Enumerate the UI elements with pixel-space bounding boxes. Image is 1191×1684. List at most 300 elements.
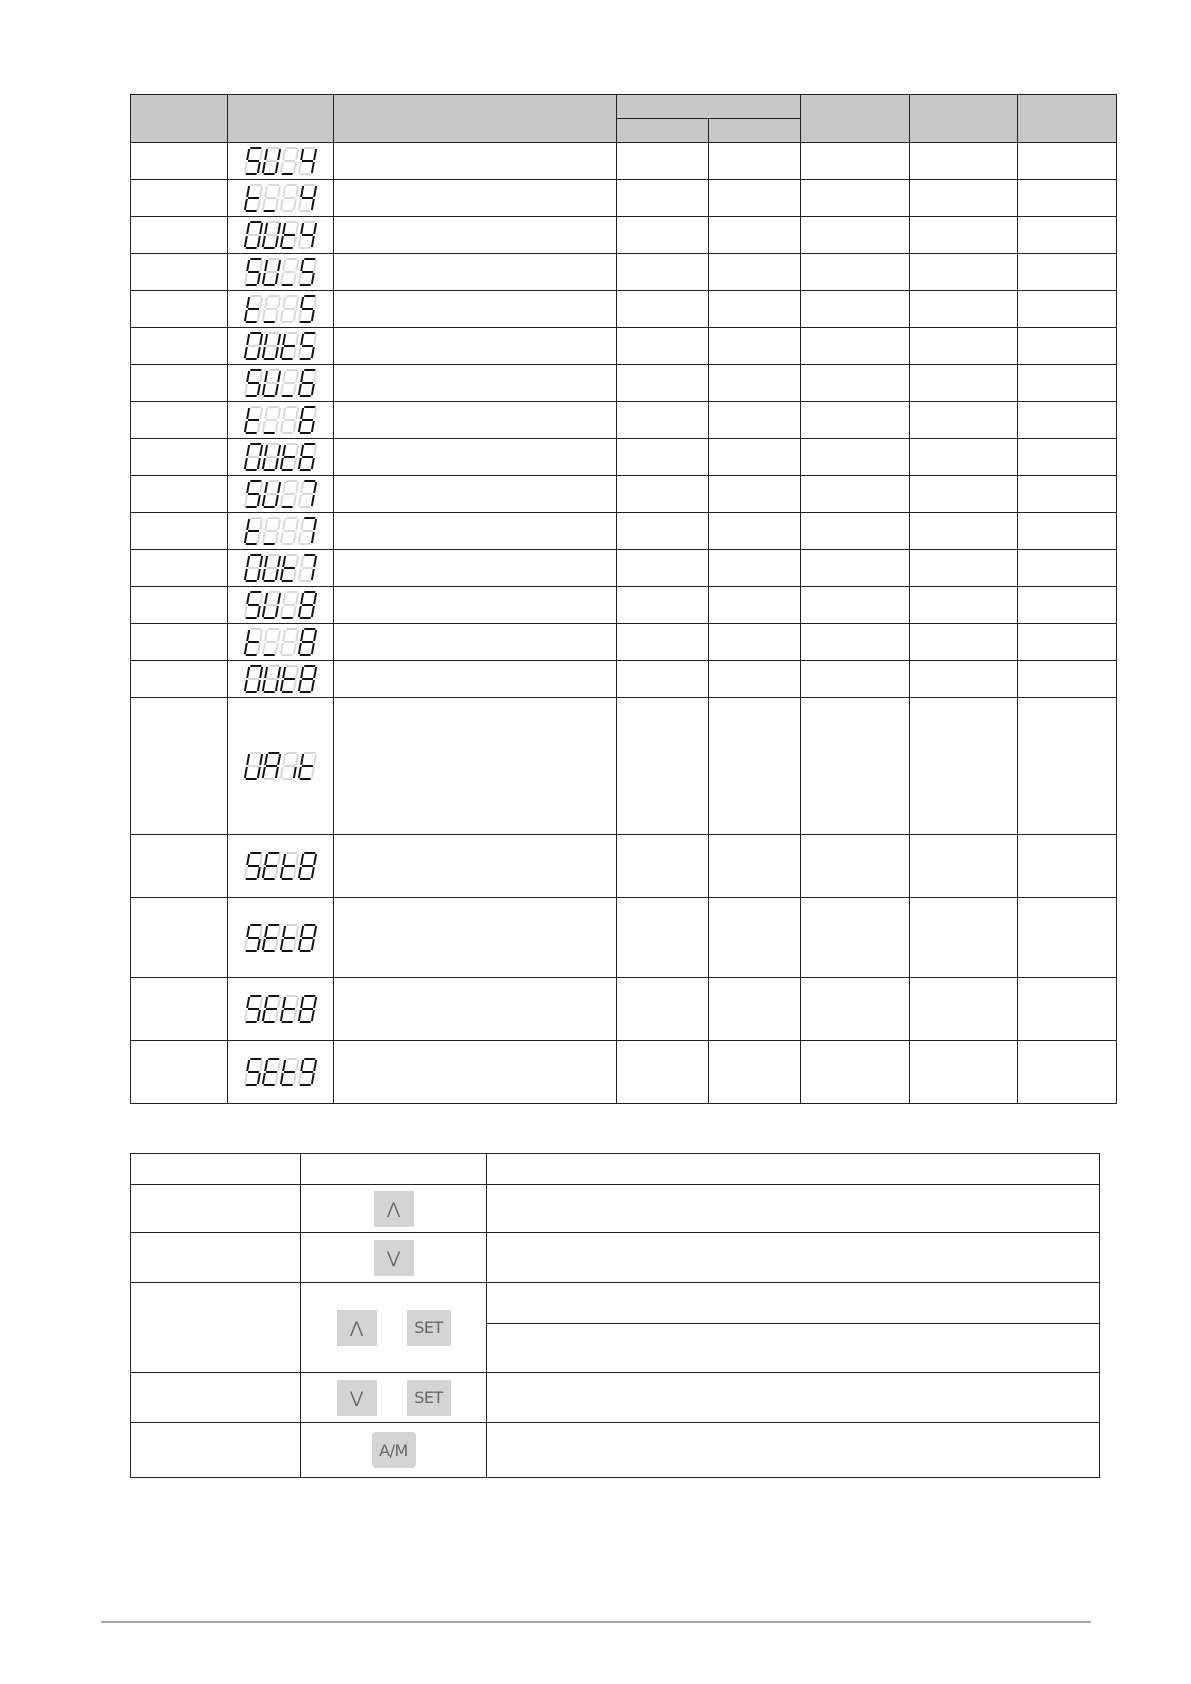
table-cell <box>617 661 709 698</box>
table-cell <box>1018 550 1117 587</box>
table-cell <box>617 898 709 978</box>
seven-segment-code <box>244 924 318 952</box>
segment-digit <box>298 369 318 397</box>
function-cell <box>131 1233 301 1283</box>
table-cell <box>910 143 1018 180</box>
table-cell <box>334 550 617 587</box>
segment-digit <box>280 480 300 508</box>
segment-digit <box>280 752 300 780</box>
table-cell <box>709 550 801 587</box>
parameter-code <box>228 476 334 513</box>
segment-digit <box>262 517 282 545</box>
table-cell <box>131 698 228 835</box>
table-cell <box>910 513 1018 550</box>
header-cell <box>301 1154 487 1185</box>
seven-segment-code <box>244 591 318 619</box>
segment-digit <box>262 443 282 471</box>
table-row <box>131 898 1117 978</box>
parameter-code <box>228 291 334 328</box>
table-cell <box>801 439 910 476</box>
table-row <box>131 661 1117 698</box>
table-row <box>131 978 1117 1041</box>
table-cell <box>334 254 617 291</box>
table-cell <box>801 898 910 978</box>
segment-digit <box>298 443 318 471</box>
table-cell <box>1018 143 1117 180</box>
segment-digit <box>244 147 264 175</box>
table-cell <box>910 698 1018 835</box>
table-cell <box>910 291 1018 328</box>
table-cell <box>1018 587 1117 624</box>
seven-segment-code <box>244 406 318 434</box>
seven-segment-code <box>244 995 318 1023</box>
subheader-cell <box>617 119 709 143</box>
key-cell <box>301 1373 487 1423</box>
segment-digit <box>298 332 318 360</box>
segment-digit <box>298 221 318 249</box>
seven-segment-code <box>244 184 318 212</box>
segment-digit <box>262 221 282 249</box>
segment-digit <box>262 258 282 286</box>
function-cell <box>131 1373 301 1423</box>
am-key[interactable]: A/M <box>372 1432 416 1468</box>
segment-digit <box>280 184 300 212</box>
table-cell <box>617 291 709 328</box>
set-key[interactable]: SET <box>407 1310 451 1346</box>
segment-digit <box>244 554 264 582</box>
seven-segment-code <box>244 295 318 323</box>
parameter-code <box>228 180 334 217</box>
table-row <box>131 513 1117 550</box>
parameter-code <box>228 402 334 439</box>
segment-digit <box>262 628 282 656</box>
table-cell <box>910 978 1018 1041</box>
table-cell <box>910 550 1018 587</box>
table-cell <box>801 402 910 439</box>
table-cell <box>709 180 801 217</box>
table-cell <box>910 365 1018 402</box>
subheader-cell <box>709 119 801 143</box>
table-cell <box>617 513 709 550</box>
segment-digit <box>244 406 264 434</box>
table-cell <box>131 365 228 402</box>
table-cell <box>1018 254 1117 291</box>
up-arrow-icon[interactable]: ⋀ <box>337 1310 377 1346</box>
key-cell <box>301 1283 487 1373</box>
table-cell <box>1018 476 1117 513</box>
segment-digit <box>280 332 300 360</box>
parameter-code <box>228 587 334 624</box>
table-row <box>131 439 1117 476</box>
segment-digit <box>262 147 282 175</box>
table-cell <box>131 328 228 365</box>
table-cell <box>709 835 801 898</box>
table-cell <box>334 1041 617 1104</box>
header-cell <box>228 95 334 143</box>
table-cell <box>709 661 801 698</box>
segment-digit <box>244 752 264 780</box>
table-cell <box>1018 978 1117 1041</box>
segment-digit <box>280 443 300 471</box>
table-row <box>131 476 1117 513</box>
table-row <box>131 180 1117 217</box>
table-cell <box>709 1041 801 1104</box>
table-cell <box>334 624 617 661</box>
table-cell <box>334 402 617 439</box>
segment-digit <box>244 995 264 1023</box>
segment-digit <box>298 628 318 656</box>
key-cell <box>301 1185 487 1233</box>
segment-digit <box>244 295 264 323</box>
segment-digit <box>244 480 264 508</box>
parameter-code <box>228 550 334 587</box>
table-cell <box>617 143 709 180</box>
table-cell <box>709 217 801 254</box>
segment-digit <box>298 1058 318 1086</box>
table-cell <box>334 365 617 402</box>
table-cell <box>617 254 709 291</box>
segment-digit <box>298 295 318 323</box>
segment-digit <box>298 554 318 582</box>
table-cell <box>801 365 910 402</box>
description-cell <box>487 1185 1100 1233</box>
table-cell <box>131 550 228 587</box>
table-cell <box>334 180 617 217</box>
table-cell <box>617 587 709 624</box>
parameter-code <box>228 365 334 402</box>
table-cell <box>617 402 709 439</box>
parameter-code <box>228 898 334 978</box>
table-cell <box>334 513 617 550</box>
table-cell <box>334 661 617 698</box>
segment-digit <box>298 184 318 212</box>
header-cell <box>334 95 617 143</box>
segment-digit <box>244 852 264 880</box>
parameter-code <box>228 698 334 835</box>
parameter-table <box>130 94 1117 1104</box>
parameter-code <box>228 439 334 476</box>
segment-digit <box>244 221 264 249</box>
table-cell <box>131 835 228 898</box>
header-cell <box>131 95 228 143</box>
segment-digit <box>298 480 318 508</box>
key-cell <box>301 1423 487 1478</box>
table-row <box>131 698 1117 835</box>
table-header-row <box>131 1154 1100 1185</box>
description-cell <box>487 1283 1100 1324</box>
parameter-code <box>228 217 334 254</box>
table-cell <box>1018 624 1117 661</box>
parameter-code <box>228 254 334 291</box>
table-cell <box>1018 291 1117 328</box>
table-cell <box>617 550 709 587</box>
segment-digit <box>298 258 318 286</box>
key-operation-table <box>130 1153 1100 1478</box>
table-header-row <box>131 95 1117 119</box>
table-cell <box>910 254 1018 291</box>
segment-digit <box>280 258 300 286</box>
segment-digit <box>280 221 300 249</box>
table-cell <box>1018 328 1117 365</box>
table-cell <box>801 217 910 254</box>
table-cell <box>1018 180 1117 217</box>
segment-digit <box>280 591 300 619</box>
seven-segment-code <box>244 517 318 545</box>
table-cell <box>801 587 910 624</box>
table-cell <box>801 1041 910 1104</box>
table-cell <box>131 254 228 291</box>
table-cell <box>709 439 801 476</box>
table-cell <box>910 180 1018 217</box>
table-cell <box>709 328 801 365</box>
table-cell <box>1018 835 1117 898</box>
segment-digit <box>262 406 282 434</box>
table-cell <box>910 328 1018 365</box>
seven-segment-code <box>244 752 318 780</box>
seven-segment-code <box>244 221 318 249</box>
table-cell <box>801 143 910 180</box>
segment-digit <box>280 406 300 434</box>
table-row <box>131 291 1117 328</box>
table-cell <box>709 402 801 439</box>
segment-digit <box>244 184 264 212</box>
table-row <box>131 550 1117 587</box>
table-cell <box>801 328 910 365</box>
table-cell <box>617 217 709 254</box>
table-row <box>131 217 1117 254</box>
description-cell <box>487 1233 1100 1283</box>
header-cell <box>487 1154 1100 1185</box>
table-cell <box>801 254 910 291</box>
table-cell <box>131 978 228 1041</box>
segment-digit <box>244 628 264 656</box>
seven-segment-code <box>244 852 318 880</box>
table-cell <box>910 624 1018 661</box>
table-cell <box>131 291 228 328</box>
table-cell <box>131 1041 228 1104</box>
seven-segment-code <box>244 1058 318 1086</box>
segment-digit <box>298 147 318 175</box>
table-cell <box>617 180 709 217</box>
segment-digit <box>262 554 282 582</box>
segment-digit <box>280 665 300 693</box>
table-cell <box>334 143 617 180</box>
function-cell <box>131 1423 301 1478</box>
segment-digit <box>244 665 264 693</box>
table-cell <box>334 587 617 624</box>
table-cell <box>334 476 617 513</box>
table-cell <box>910 217 1018 254</box>
table-cell <box>709 365 801 402</box>
table-cell <box>709 476 801 513</box>
segment-digit <box>262 665 282 693</box>
seven-segment-code <box>244 258 318 286</box>
table-cell <box>709 898 801 978</box>
table-cell <box>910 476 1018 513</box>
table-row <box>131 328 1117 365</box>
segment-digit <box>244 1058 264 1086</box>
table-cell <box>801 698 910 835</box>
table-cell <box>1018 217 1117 254</box>
table-cell <box>801 180 910 217</box>
table-cell <box>617 1041 709 1104</box>
set-key[interactable]: SET <box>407 1380 451 1416</box>
segment-digit <box>280 628 300 656</box>
table-cell <box>131 587 228 624</box>
table-cell <box>801 291 910 328</box>
seven-segment-code <box>244 480 318 508</box>
table-cell <box>801 513 910 550</box>
table-row <box>131 587 1117 624</box>
segment-digit <box>262 184 282 212</box>
table-cell <box>709 254 801 291</box>
segment-digit <box>262 995 282 1023</box>
segment-digit <box>262 480 282 508</box>
table-cell <box>801 835 910 898</box>
function-cell <box>131 1185 301 1233</box>
table-cell <box>334 439 617 476</box>
table-row <box>131 1185 1100 1233</box>
table-cell <box>910 835 1018 898</box>
header-cell <box>131 1154 301 1185</box>
segment-digit <box>280 924 300 952</box>
up-arrow-icon[interactable]: ⋀ <box>374 1191 414 1227</box>
table-cell <box>131 661 228 698</box>
segment-digit <box>280 369 300 397</box>
segment-digit <box>244 369 264 397</box>
table-cell <box>801 476 910 513</box>
segment-digit <box>262 752 282 780</box>
table-cell <box>334 835 617 898</box>
header-cell <box>801 95 910 143</box>
table-cell <box>334 291 617 328</box>
seven-segment-code <box>244 147 318 175</box>
segment-digit <box>280 1058 300 1086</box>
segment-digit <box>298 924 318 952</box>
seven-segment-code <box>244 665 318 693</box>
table-cell <box>910 587 1018 624</box>
table-cell <box>709 143 801 180</box>
table-cell <box>910 439 1018 476</box>
table-row <box>131 1041 1117 1104</box>
key-cell <box>301 1233 487 1283</box>
segment-digit <box>280 995 300 1023</box>
parameter-code <box>228 624 334 661</box>
table-cell <box>617 328 709 365</box>
down-arrow-icon[interactable]: ⋁ <box>374 1240 414 1276</box>
table-cell <box>131 476 228 513</box>
segment-digit <box>298 852 318 880</box>
description-cell <box>487 1423 1100 1478</box>
table-cell <box>334 217 617 254</box>
segment-digit <box>262 295 282 323</box>
table-cell <box>131 180 228 217</box>
table-cell <box>910 661 1018 698</box>
table-cell <box>617 835 709 898</box>
table-cell <box>801 978 910 1041</box>
table-cell <box>617 698 709 835</box>
header-cell <box>910 95 1018 143</box>
segment-digit <box>298 517 318 545</box>
table-cell <box>617 439 709 476</box>
table-cell <box>1018 513 1117 550</box>
table-row <box>131 254 1117 291</box>
segment-digit <box>280 852 300 880</box>
table-cell <box>334 698 617 835</box>
table-cell <box>1018 439 1117 476</box>
table-row <box>131 1283 1100 1324</box>
segment-digit <box>244 517 264 545</box>
table-row <box>131 365 1117 402</box>
table-row <box>131 143 1117 180</box>
table-row <box>131 835 1117 898</box>
segment-digit <box>280 554 300 582</box>
description-cell <box>487 1373 1100 1423</box>
segment-digit <box>262 332 282 360</box>
segment-digit <box>262 369 282 397</box>
function-cell <box>131 1283 301 1373</box>
table-cell <box>1018 365 1117 402</box>
table-cell <box>617 978 709 1041</box>
table-row <box>131 1233 1100 1283</box>
segment-digit <box>262 852 282 880</box>
table-cell <box>131 217 228 254</box>
table-cell <box>801 661 910 698</box>
table-cell <box>709 978 801 1041</box>
table-cell <box>334 898 617 978</box>
table-cell <box>1018 898 1117 978</box>
parameter-code <box>228 1041 334 1104</box>
table-row <box>131 624 1117 661</box>
table-cell <box>617 476 709 513</box>
parameter-code <box>228 835 334 898</box>
table-cell <box>131 624 228 661</box>
seven-segment-code <box>244 628 318 656</box>
segment-digit <box>298 406 318 434</box>
segment-digit <box>280 295 300 323</box>
segment-digit <box>280 147 300 175</box>
parameter-code <box>228 978 334 1041</box>
parameter-code <box>228 513 334 550</box>
table-cell <box>709 624 801 661</box>
segment-digit <box>244 443 264 471</box>
segment-digit <box>262 1058 282 1086</box>
table-cell <box>334 328 617 365</box>
segment-digit <box>244 924 264 952</box>
table-cell <box>801 550 910 587</box>
segment-digit <box>244 591 264 619</box>
down-arrow-icon[interactable]: ⋁ <box>337 1380 377 1416</box>
table-cell <box>131 402 228 439</box>
table-cell <box>131 143 228 180</box>
segment-digit <box>298 752 318 780</box>
seven-segment-code <box>244 554 318 582</box>
table-cell <box>1018 1041 1117 1104</box>
table-cell <box>801 624 910 661</box>
header-cell <box>1018 95 1117 143</box>
segment-digit <box>280 517 300 545</box>
seven-segment-code <box>244 332 318 360</box>
table-cell <box>1018 661 1117 698</box>
table-cell <box>131 439 228 476</box>
header-cell <box>617 95 801 119</box>
description-cell <box>487 1324 1100 1373</box>
seven-segment-code <box>244 443 318 471</box>
segment-digit <box>298 995 318 1023</box>
footer-divider <box>101 1621 1091 1623</box>
table-cell <box>1018 698 1117 835</box>
segment-digit <box>262 591 282 619</box>
